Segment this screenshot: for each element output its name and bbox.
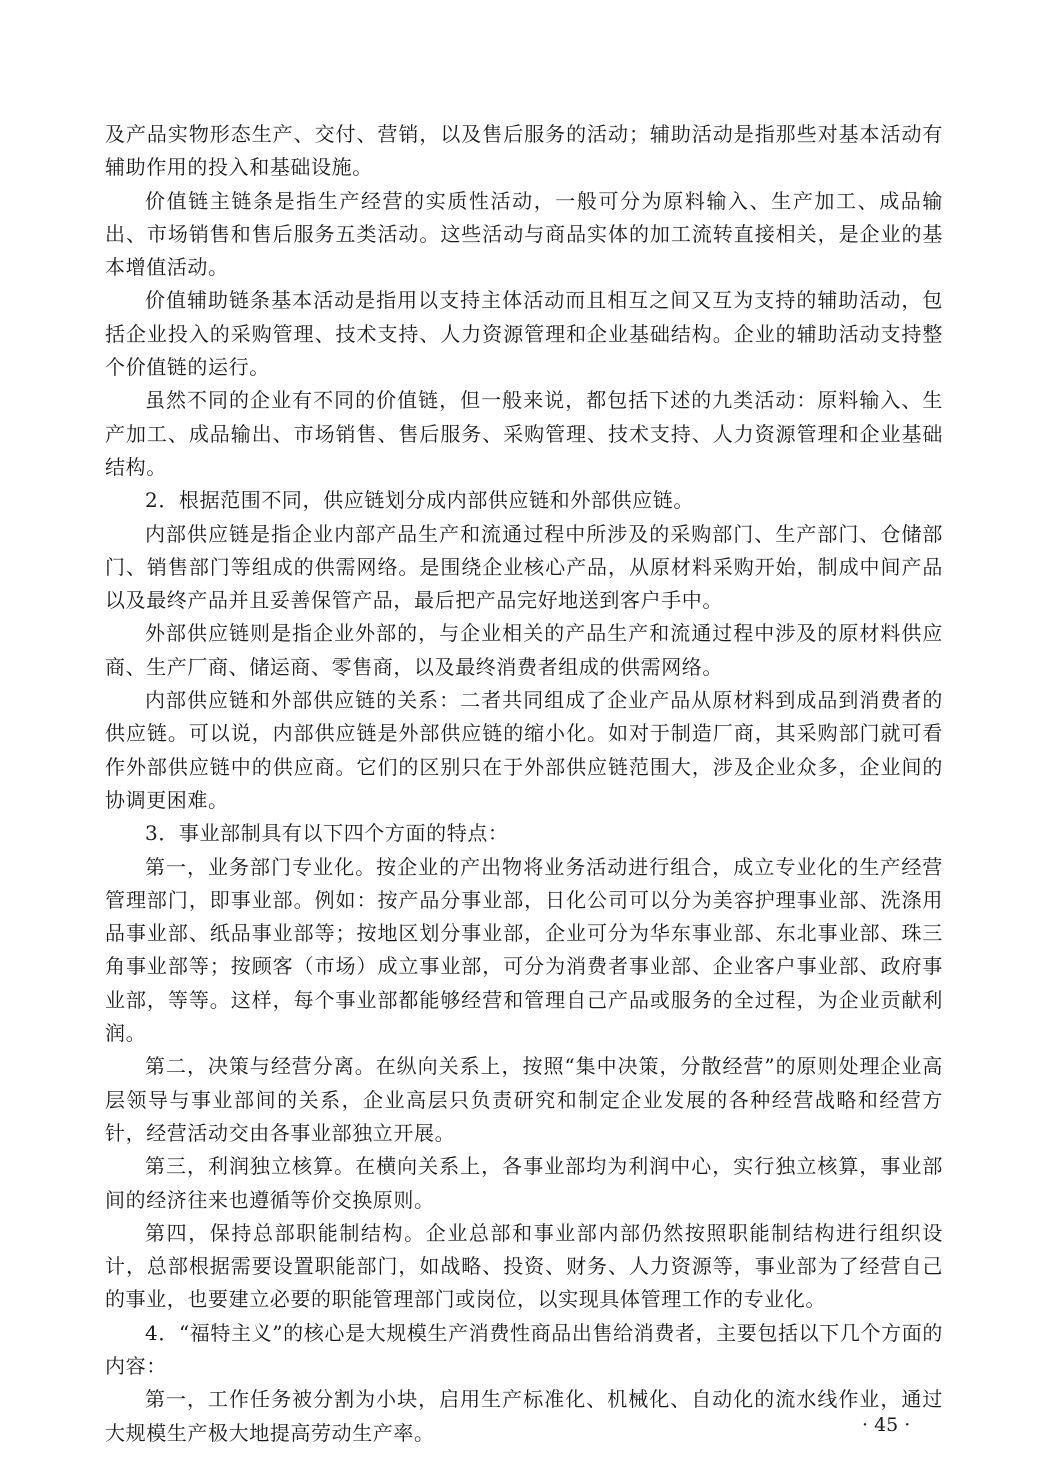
- paragraph-main-chain: 价值链主链条是指生产经营的实质性活动，一般可分为原料输入、生产加工、成品输出、市场销售和售后服务五类活动。这些活动与商品实体的加工流转直接相关，是企业的基本增值活动。: [105, 188, 943, 280]
- page-number: · 45 ·: [862, 1414, 911, 1436]
- paragraph-feature-2: 第二，决策与经营分离。在纵向关系上，按照“集中决策，分散经营”的原则处理企业高层领导与事业部间的关系，企业高层只负责研究和制定企业发展的各种经营战略和经营方针，经营活动交由各事业部独立开展。: [105, 1054, 943, 1145]
- paragraph-heading-2: 2．根据范围不同，供应链划分成内部供应链和外部供应链。: [145, 488, 694, 513]
- page-body: [105, 118, 943, 1450]
- paragraph-feature-4: 第四，保持总部职能制结构。企业总部和事业部内部仍然按照职能制结构进行组织设计，总部根据需要设置职能部门，如战略、投资、财务、人力资源等，事业部为了经营自己的事业，也要建立必要的职能管理部门或岗位，以实现具体管理工作的专业化。: [105, 1220, 943, 1312]
- paragraph-feature-1: 第一，业务部门专业化。按企业的产出物将业务活动进行组合，成立专业化的生产经营管理部门，即事业部。例如：按产品分事业部，日化公司可以分为美容护理事业部、洗涤用品事业部、纸品事业部等；按地区划分事业部，企业可分为华东事业部、东北事业部、珠三角事业部等；按顾客（市场）成立事业部，可分为消费者事业部、企业客户事业部、政府事业部，等等。这样，每个事业部都能够经营和管理自己产品或服务的全过程，为企业贡献利润。: [105, 854, 943, 1046]
- paragraph-heading-3: 3．事业部制具有以下四个方面的特点：: [145, 821, 509, 846]
- paragraph-support-chain: 价值辅助链条基本活动是指用以支持主体活动而且相互之间又互为支持的辅助活动，包括企业投入的采购管理、技术支持、人力资源管理和企业基础结构。企业的辅助活动支持整个价值链的运行。: [105, 288, 943, 380]
- paragraph-external-supply-chain: 外部供应链则是指企业外部的，与企业相关的产品生产和流通过程中涉及的原材料供应商、生产厂商、储运商、零售商，以及最终消费者组成的供需网络。: [105, 621, 943, 679]
- paragraph-continuation: 及产品实物形态生产、交付、营销，以及售后服务的活动；辅助活动是指那些对基本活动有辅助作用的投入和基础设施。: [105, 122, 943, 180]
- paragraph-internal-supply-chain: 内部供应链是指企业内部产品生产和流通过程中所涉及的采购部门、生产部门、仓储部门、销售部门等组成的供需网络。是围绕企业核心产品，从原材料采购开始，制成中间产品以及最终产品并且妥善保管产品，最后把产品完好地送到客户手中。: [105, 521, 943, 613]
- paragraph-fordism-1: 第一，工作任务被分割为小块，启用生产标准化、机械化、自动化的流水线作业，通过大规模生产极大地提高劳动生产率。: [105, 1387, 943, 1445]
- paragraph-supply-chain-relation: 内部供应链和外部供应链的关系：二者共同组成了企业产品从原材料到成品到消费者的供应链。可以说，内部供应链是外部供应链的缩小化。如对于制造厂商，其采购部门就可看作外部供应链中的供应商。它们的区别只在于外部供应链范围大，涉及企业众多，企业间的协调更困难。: [105, 688, 943, 812]
- paragraph-nine-activities: 虽然不同的企业有不同的价值链，但一般来说，都包括下述的九类活动：原料输入、生产加工、成品输出、市场销售、售后服务、采购管理、技术支持、人力资源管理和企业基础结构。: [105, 388, 943, 479]
- paragraph-feature-3: 第三，利润独立核算。在横向关系上，各事业部均为利润中心，实行独立核算，事业部间的经济往来也遵循等价交换原则。: [105, 1154, 943, 1212]
- paragraph-heading-4: 4．“福特主义”的核心是大规模生产消费性商品出售给消费者，主要包括以下几个方面的内容：: [105, 1320, 943, 1378]
